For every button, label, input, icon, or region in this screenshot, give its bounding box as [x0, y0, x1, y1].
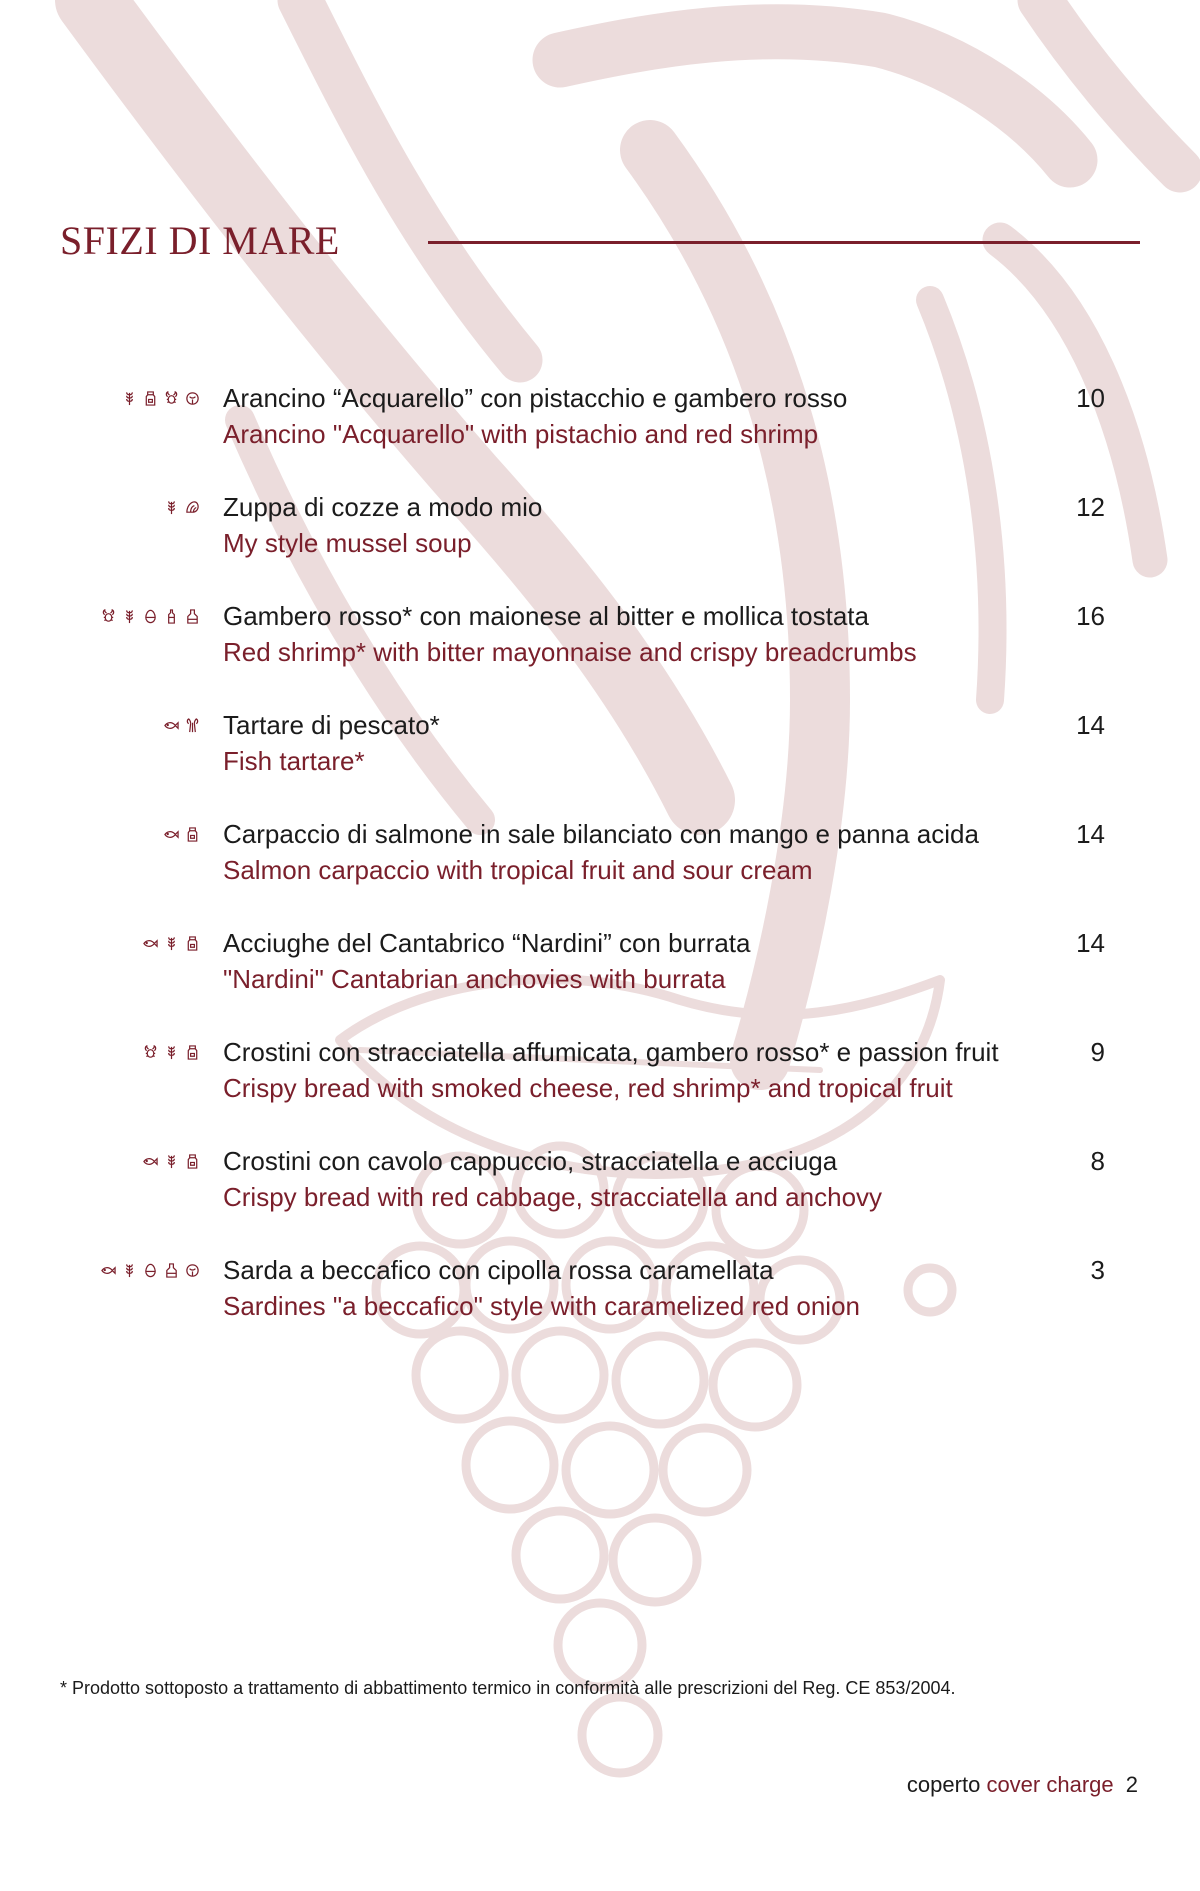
fish-icon [143, 936, 158, 951]
dish-price: 8 [1090, 1146, 1105, 1176]
menu-item [0, 707, 1200, 816]
dish-name-italian: Crostini con cavolo cappuccio, stracciatella e acciuga [223, 1146, 838, 1176]
allergen-icons [164, 495, 200, 519]
allergen-icons [143, 931, 200, 955]
gluten-icon [164, 1154, 179, 1169]
shellfish-icon [143, 1045, 158, 1060]
menu-list [0, 380, 1200, 1361]
egg-icon [143, 609, 158, 624]
dish-name-italian: Acciughe del Cantabrico “Nardini” con burrata [223, 928, 751, 958]
fish-icon [143, 1154, 158, 1169]
dish-name-italian: Gambero rosso* con maionese al bitter e mollica tostata [223, 601, 869, 631]
dish-price: 14 [1076, 819, 1105, 849]
dairy-icon [185, 1045, 200, 1060]
allergen-icons [143, 1149, 200, 1173]
section-divider [428, 241, 1140, 244]
dish-price: 16 [1076, 601, 1105, 631]
page-number: 2 [1125, 1772, 1138, 1797]
nuts-icon [185, 391, 200, 406]
gluten-icon [122, 391, 137, 406]
cover-charge-label-italian: coperto [906, 1772, 981, 1797]
allergen-icons [164, 822, 200, 846]
shellfish-icon [101, 609, 116, 624]
dish-price: 9 [1090, 1037, 1105, 1067]
menu-item [0, 1034, 1200, 1143]
dish-name-italian: Carpaccio di salmone in sale bilanciato con mango e panna acida [223, 819, 979, 849]
dish-name-italian: Tartare di pescato* [223, 710, 440, 740]
dish-name-italian: Zuppa di cozze a modo mio [223, 492, 543, 522]
shellfish-icon [164, 391, 179, 406]
nuts-icon [185, 1263, 200, 1278]
dish-name-english: Crispy bread with smoked cheese, red shrimp* and tropical fruit [223, 1073, 953, 1103]
dairy-icon [185, 936, 200, 951]
allergen-icons [164, 713, 200, 737]
gluten-icon [164, 936, 179, 951]
allergen-icons [101, 604, 200, 628]
dish-name-english: "Nardini" Cantabrian anchovies with burrata [223, 964, 726, 994]
dish-price: 14 [1076, 710, 1105, 740]
menu-item [0, 1252, 1200, 1361]
fish-icon [101, 1263, 116, 1278]
allergen-icons [101, 1258, 200, 1282]
dish-name-english: Salmon carpaccio with tropical fruit and sour cream [223, 855, 813, 885]
dish-name-italian: Crostini con stracciatella affumicata, gambero rosso* e passion fruit [223, 1037, 999, 1067]
dish-price: 10 [1076, 383, 1105, 413]
sulphite-icon [185, 609, 200, 624]
mustard-icon [164, 609, 179, 624]
sulphite-icon [164, 1263, 179, 1278]
dish-price: 12 [1076, 492, 1105, 522]
celery-icon [185, 718, 200, 733]
mollusc-icon [185, 500, 200, 515]
dairy-icon [185, 827, 200, 842]
allergen-icons [143, 1040, 200, 1064]
menu-item [0, 816, 1200, 925]
egg-icon [143, 1263, 158, 1278]
menu-item [0, 380, 1200, 489]
gluten-icon [122, 1263, 137, 1278]
section-title: SFIZI DI MARE [60, 218, 340, 263]
cover-charge-label-english: cover charge [986, 1772, 1114, 1797]
dish-name-english: My style mussel soup [223, 528, 472, 558]
dish-name-english: Fish tartare* [223, 746, 365, 776]
dish-price: 14 [1076, 928, 1105, 958]
dish-name-english: Crispy bread with red cabbage, stracciatella and anchovy [223, 1182, 883, 1212]
gluten-icon [164, 500, 179, 515]
allergen-icons [122, 386, 200, 410]
fish-icon [164, 718, 179, 733]
dish-name-english: Red shrimp* with bitter mayonnaise and crispy breadcrumbs [223, 637, 917, 667]
footnote: * Prodotto sottoposto a trattamento di abbattimento termico in conformità alle prescrizioni del Reg. CE 853/2004. [60, 1678, 956, 1698]
dish-name-english: Sardines "a beccafico" style with caramelized red onion [223, 1291, 860, 1321]
menu-item [0, 489, 1200, 598]
dairy-icon [185, 1154, 200, 1169]
menu-item [0, 925, 1200, 1034]
footer [907, 1770, 1138, 1800]
dish-name-italian: Sarda a beccafico con cipolla rossa caramellata [223, 1255, 774, 1285]
menu-item [0, 1143, 1200, 1252]
dairy-icon [143, 391, 158, 406]
gluten-icon [122, 609, 137, 624]
dish-price: 3 [1090, 1255, 1105, 1285]
gluten-icon [164, 1045, 179, 1060]
fish-icon [164, 827, 179, 842]
menu-item [0, 598, 1200, 707]
dish-name-italian: Arancino “Acquarello” con pistacchio e gambero rosso [223, 383, 848, 413]
dish-name-english: Arancino "Acquarello" with pistachio and red shrimp [223, 419, 819, 449]
